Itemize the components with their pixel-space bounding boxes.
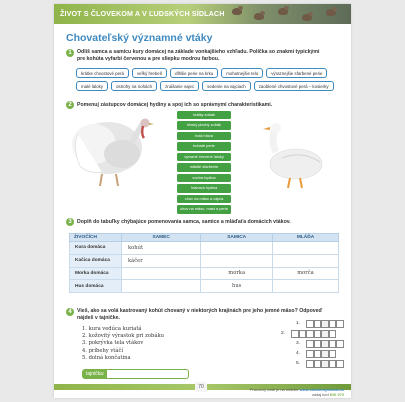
- letter-cell[interactable]: [314, 350, 322, 358]
- clue-item: 5. dolná končatina: [82, 354, 131, 361]
- trait-chip[interactable]: ostrohy na nohách: [111, 81, 157, 91]
- young-cell[interactable]: [273, 254, 339, 267]
- footer-line-2-prefix: zadaj kód: [311, 391, 329, 397]
- task-4-line-2: nájdeš v tajničke.: [77, 314, 120, 321]
- header-banner: [54, 4, 351, 24]
- trait-label[interactable]: chov na mäso a vajcia: [177, 195, 231, 203]
- trait-label[interactable]: bohaté perie: [177, 142, 231, 150]
- clue-item: 4. príbehy vtáčí: [82, 347, 124, 354]
- task-1-line-2: pre kohúta vyfarbi červenou a pre sliepku modrou farbou.: [77, 55, 220, 62]
- trait-chip[interactable]: výraznejšie sfarbené perie: [266, 68, 327, 78]
- task-number-4: 4: [66, 308, 74, 316]
- footer-info: [224, 388, 344, 397]
- sparrow-icon: [232, 8, 242, 15]
- page-number: 70: [195, 382, 207, 392]
- table-row: [70, 254, 339, 267]
- clue-item: 2. kožovitý výrastok pri zobáku: [82, 333, 164, 340]
- trait-label[interactable]: hrabavá hydina: [177, 184, 231, 192]
- task-3-instruction: [77, 219, 347, 226]
- trait-chip[interactable]: krátke chvostové perá: [76, 68, 129, 78]
- secret-letter-cell[interactable]: [321, 340, 329, 348]
- task-1-line-1: Odlíš samca a samicu kury domácej na základe vonkajšieho vzhľadu. Políčka so znakmi typickými: [77, 49, 320, 55]
- male-cell[interactable]: [122, 280, 201, 293]
- trait-chip-list: [76, 68, 346, 91]
- female-cell[interactable]: [201, 242, 273, 255]
- secret-letter-cell[interactable]: [321, 350, 329, 358]
- chapter-title: ŽIVOT S ČLOVEKOM A V ĽUDSKÝCH SÍDLACH: [60, 9, 225, 18]
- young-cell[interactable]: morča: [273, 267, 339, 280]
- task-2-instruction: [77, 102, 347, 109]
- animal-name: Kačica domáca: [70, 254, 122, 267]
- turkey-illustration: [68, 114, 160, 190]
- trait-label[interactable]: vodná hydina: [177, 174, 231, 182]
- column-header: SAMEC: [122, 234, 201, 242]
- secret-answer-label: tajnička:: [83, 370, 107, 379]
- letter-cell[interactable]: [329, 320, 337, 328]
- letter-cell[interactable]: [329, 340, 337, 348]
- row-number: 4.: [295, 351, 300, 356]
- male-cell[interactable]: kohút: [122, 242, 201, 255]
- table-row: [70, 267, 339, 280]
- letter-cell[interactable]: [306, 350, 314, 358]
- column-header: ŽIVOČÍCH: [70, 234, 122, 242]
- trait-connector-list: [177, 111, 231, 216]
- sparrow-icon: [326, 9, 336, 16]
- row-number: 2.: [280, 331, 285, 336]
- letter-cell[interactable]: [314, 360, 322, 368]
- crossword-clues: [82, 326, 164, 362]
- secret-answer-field[interactable]: [82, 369, 189, 379]
- task-2-line: Pomenuj zástupcov domácej hydiny a spoj ich so správnymi charakteristikami.: [77, 102, 273, 108]
- male-cell[interactable]: káčer: [122, 254, 201, 267]
- letter-cell[interactable]: [314, 320, 322, 328]
- letter-cell[interactable]: [329, 350, 337, 358]
- column-header: SAMICA: [201, 234, 273, 242]
- trait-chip[interactable]: sedenie na vajciach: [202, 81, 251, 91]
- task-1-instruction: [77, 49, 347, 62]
- letter-cell[interactable]: [314, 340, 322, 348]
- letter-cell[interactable]: [336, 340, 344, 348]
- sparrow-icon: [278, 8, 288, 15]
- trait-label[interactable]: chov na mäso, mast a perie: [177, 205, 231, 213]
- secret-letter-cell[interactable]: [321, 360, 329, 368]
- trait-label[interactable]: široký plochý zobák: [177, 121, 231, 129]
- trait-chip[interactable]: veľký hrebeň: [132, 68, 167, 78]
- footer-site-link[interactable]: www.skolatvojaskola.sk: [299, 387, 344, 392]
- letter-cell[interactable]: [306, 320, 314, 328]
- animal-name: Kura domáca: [70, 242, 122, 255]
- row-number: 3.: [295, 341, 300, 346]
- male-cell[interactable]: [122, 267, 201, 280]
- footer-line-1-prefix: Pracovný zošit je na stránke: [249, 387, 299, 392]
- letter-cell[interactable]: [291, 330, 299, 338]
- letter-cell[interactable]: [336, 320, 344, 328]
- trait-label[interactable]: mäsité sfarbenie: [177, 163, 231, 171]
- row-number: 1.: [295, 321, 300, 326]
- clue-item: 3. pokrývka tela vtákov: [82, 340, 144, 347]
- trait-label[interactable]: výrazné červené laloky: [177, 153, 231, 161]
- trait-chip[interactable]: znášanie vajec: [160, 81, 199, 91]
- task-number-1: 1: [66, 49, 74, 57]
- secret-letter-cell[interactable]: [321, 330, 329, 338]
- table-row: [70, 242, 339, 255]
- row-number: 5.: [295, 361, 300, 366]
- trait-chip[interactable]: dlhšie perie na krku: [170, 68, 218, 78]
- table-row: [70, 280, 339, 293]
- trait-label[interactable]: holá hlava: [177, 132, 231, 140]
- task-number-2: 2: [66, 101, 74, 109]
- letter-cell[interactable]: [314, 330, 322, 338]
- task-number-3: 3: [66, 218, 74, 226]
- young-cell[interactable]: [273, 280, 339, 293]
- clue-item: 1. kura vedúca kuriatá: [82, 326, 142, 332]
- female-cell[interactable]: [201, 254, 273, 267]
- goose-illustration: [258, 120, 328, 192]
- sparrow-icon: [254, 13, 264, 20]
- trait-chip[interactable]: zaoblené chvostové perá – kosierky: [254, 81, 334, 91]
- letter-cell[interactable]: [299, 330, 307, 338]
- letter-cell[interactable]: [329, 360, 337, 368]
- animal-name: Hus domáca: [70, 280, 122, 293]
- letter-cell[interactable]: [306, 340, 314, 348]
- column-header: MLÁĎA: [273, 234, 339, 242]
- female-cell[interactable]: hus: [201, 280, 273, 293]
- letter-cell[interactable]: [306, 330, 314, 338]
- letter-cell[interactable]: [336, 360, 344, 368]
- female-cell[interactable]: morka: [201, 267, 273, 280]
- young-cell[interactable]: [273, 242, 339, 255]
- trait-chip[interactable]: malé laloky: [76, 81, 108, 91]
- secret-letter-cell[interactable]: [321, 320, 329, 328]
- letter-cell[interactable]: [306, 360, 314, 368]
- letter-cell[interactable]: [329, 330, 337, 338]
- sparrow-icon: [302, 14, 312, 21]
- section-title: Chovateľský významné vtáky: [66, 32, 213, 44]
- task-3-line: Doplň do tabuľky chýbajúce pomenovania samca, samice a mláďaťa domácich vtákov.: [77, 219, 291, 225]
- trait-chip[interactable]: mohutnejšie telo: [221, 68, 263, 78]
- trait-label[interactable]: krátky zobák: [177, 111, 231, 119]
- bird-names-table: [69, 233, 339, 293]
- task-4-line-1: Vieš, ako sa volá kastrovaný kohút chovaný v niektorých krajinách pre jeho jemné mäso? Odpoveď: [77, 308, 323, 314]
- animal-name: Morka domáca: [70, 267, 122, 280]
- footer-code: ΚΙΚ 070: [329, 391, 344, 397]
- workbook-page: [54, 4, 351, 398]
